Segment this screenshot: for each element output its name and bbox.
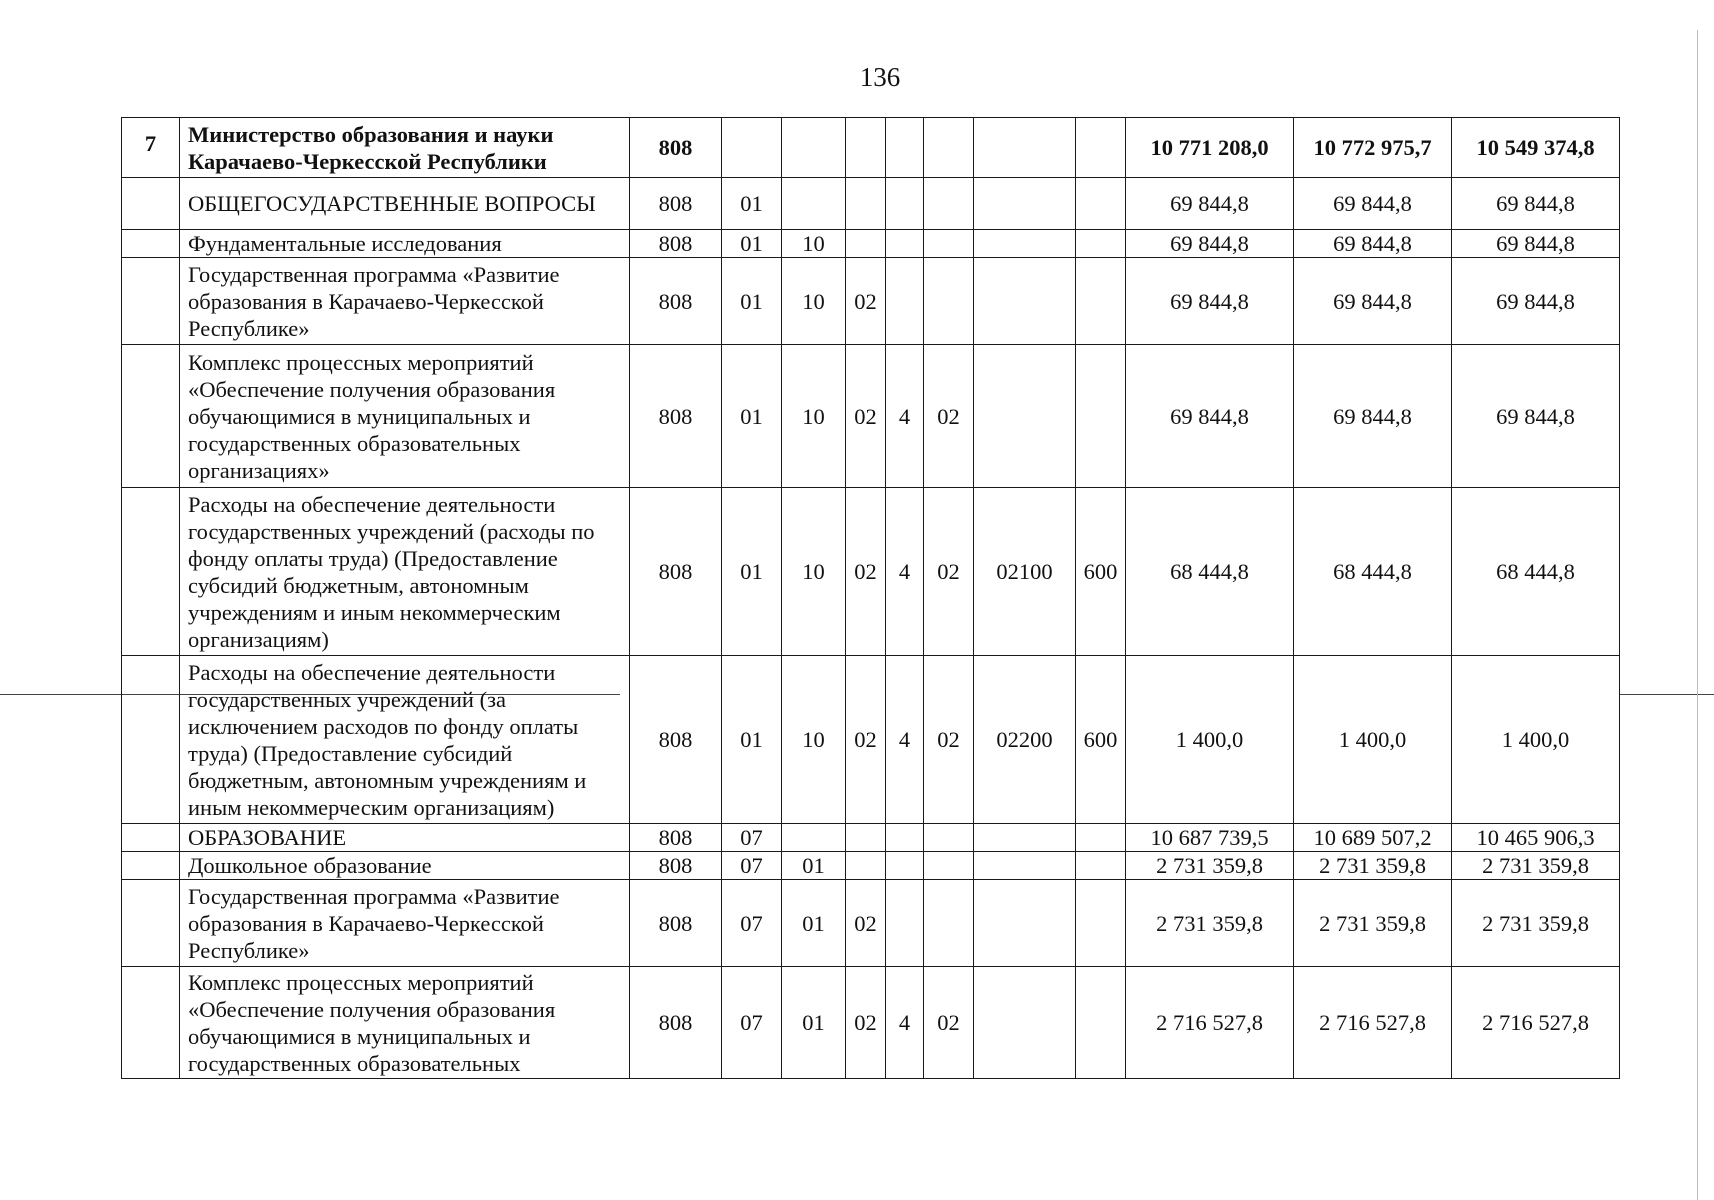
- amount-year-1: 10 771 208,0: [1126, 118, 1294, 178]
- table-row: [122, 488, 1620, 656]
- row-name: Комплекс процессных мероприятий «Обеспечение получения образования обучающимися в муниципальных и государственных образовательных: [180, 967, 630, 1079]
- row-index: [122, 258, 180, 345]
- section-code: 01: [722, 345, 782, 488]
- subsection-code: 01: [782, 967, 846, 1079]
- amount-year-3: 69 844,8: [1452, 178, 1620, 230]
- amount-year-1: 68 444,8: [1126, 488, 1294, 656]
- row-index: [122, 880, 180, 967]
- amount-year-3: 2 716 527,8: [1452, 967, 1620, 1079]
- direction-code: [974, 230, 1076, 258]
- amount-year-2: 10 772 975,7: [1294, 118, 1452, 178]
- section-code: 07: [722, 852, 782, 880]
- table-row: [122, 178, 1620, 230]
- amount-year-3: 2 731 359,8: [1452, 880, 1620, 967]
- program-code: 02: [846, 880, 886, 967]
- program-code: [846, 824, 886, 852]
- budget-table: [121, 117, 1620, 1079]
- section-code: [722, 118, 782, 178]
- amount-year-1: 2 716 527,8: [1126, 967, 1294, 1079]
- section-code: 01: [722, 230, 782, 258]
- grbs-code: 808: [630, 118, 722, 178]
- scan-artifact-edge: [1697, 30, 1698, 1200]
- row-name: Фундаментальные исследования: [180, 230, 630, 258]
- grbs-code: 808: [630, 852, 722, 880]
- row-name: Дошкольное образование: [180, 852, 630, 880]
- grbs-code: 808: [630, 967, 722, 1079]
- row-index: [122, 488, 180, 656]
- section-code: 01: [722, 656, 782, 824]
- program-code: 02: [846, 258, 886, 345]
- table-row: [122, 967, 1620, 1079]
- program-type-code: 4: [886, 967, 924, 1079]
- amount-year-1: 2 731 359,8: [1126, 880, 1294, 967]
- row-index: [122, 178, 180, 230]
- structural-code: [924, 178, 974, 230]
- direction-code: [974, 258, 1076, 345]
- subsection-code: 10: [782, 230, 846, 258]
- expense-type-code: [1076, 967, 1126, 1079]
- program-type-code: 4: [886, 488, 924, 656]
- structural-code: [924, 852, 974, 880]
- amount-year-3: 68 444,8: [1452, 488, 1620, 656]
- subsection-code: [782, 118, 846, 178]
- program-type-code: 4: [886, 656, 924, 824]
- amount-year-1: 69 844,8: [1126, 258, 1294, 345]
- program-code: [846, 118, 886, 178]
- table-row: [122, 852, 1620, 880]
- program-type-code: [886, 118, 924, 178]
- subsection-code: 10: [782, 258, 846, 345]
- expense-type-code: [1076, 258, 1126, 345]
- row-name: Государственная программа «Развитие образования в Карачаево-Черкесской Республике»: [180, 258, 630, 345]
- structural-code: [924, 880, 974, 967]
- amount-year-1: 69 844,8: [1126, 345, 1294, 488]
- amount-year-1: 10 687 739,5: [1126, 824, 1294, 852]
- section-code: 07: [722, 880, 782, 967]
- grbs-code: 808: [630, 178, 722, 230]
- scan-artifact-line-right: [1620, 694, 1714, 695]
- expense-type-code: 600: [1076, 488, 1126, 656]
- program-code: [846, 852, 886, 880]
- structural-code: [924, 258, 974, 345]
- direction-code: [974, 880, 1076, 967]
- amount-year-2: 68 444,8: [1294, 488, 1452, 656]
- row-name: Комплекс процессных мероприятий «Обеспечение получения образования обучающимися в муниципальных и государственных образовательных организациях»: [180, 345, 630, 488]
- amount-year-2: 1 400,0: [1294, 656, 1452, 824]
- amount-year-2: 69 844,8: [1294, 258, 1452, 345]
- expense-type-code: [1076, 230, 1126, 258]
- amount-year-2: 2 716 527,8: [1294, 967, 1452, 1079]
- amount-year-2: 69 844,8: [1294, 345, 1452, 488]
- expense-type-code: 600: [1076, 656, 1126, 824]
- grbs-code: 808: [630, 880, 722, 967]
- table-row: [122, 230, 1620, 258]
- row-name: Государственная программа «Развитие образования в Карачаево-Черкесской Республике»: [180, 880, 630, 967]
- direction-code: [974, 852, 1076, 880]
- subsection-code: 10: [782, 656, 846, 824]
- section-code: 07: [722, 967, 782, 1079]
- row-index: [122, 824, 180, 852]
- direction-code: [974, 824, 1076, 852]
- page-number: 136: [859, 62, 901, 92]
- grbs-code: 808: [630, 488, 722, 656]
- expense-type-code: [1076, 852, 1126, 880]
- amount-year-3: 69 844,8: [1452, 345, 1620, 488]
- program-code: [846, 230, 886, 258]
- subsection-code: 01: [782, 880, 846, 967]
- amount-year-1: 2 731 359,8: [1126, 852, 1294, 880]
- structural-code: [924, 230, 974, 258]
- amount-year-3: 69 844,8: [1452, 230, 1620, 258]
- direction-code: [974, 118, 1076, 178]
- row-index: [122, 852, 180, 880]
- subsection-code: 10: [782, 488, 846, 656]
- amount-year-2: 69 844,8: [1294, 178, 1452, 230]
- structural-code: 02: [924, 656, 974, 824]
- program-type-code: [886, 230, 924, 258]
- program-type-code: [886, 258, 924, 345]
- amount-year-1: 69 844,8: [1126, 178, 1294, 230]
- amount-year-3: 69 844,8: [1452, 258, 1620, 345]
- row-index: [122, 967, 180, 1079]
- subsection-code: [782, 178, 846, 230]
- amount-year-3: 10 549 374,8: [1452, 118, 1620, 178]
- row-name: ОБРАЗОВАНИЕ: [180, 824, 630, 852]
- row-name: Министерство образования и науки Карачаево-Черкесской Республики: [180, 118, 630, 178]
- grbs-code: 808: [630, 258, 722, 345]
- table-row: [122, 880, 1620, 967]
- program-code: 02: [846, 345, 886, 488]
- expense-type-code: [1076, 824, 1126, 852]
- table-row: [122, 258, 1620, 345]
- row-index: [122, 656, 180, 824]
- section-code: 07: [722, 824, 782, 852]
- expense-type-code: [1076, 345, 1126, 488]
- program-code: 02: [846, 488, 886, 656]
- subsection-code: [782, 824, 846, 852]
- structural-code: 02: [924, 345, 974, 488]
- section-code: 01: [722, 258, 782, 345]
- program-type-code: [886, 852, 924, 880]
- grbs-code: 808: [630, 345, 722, 488]
- amount-year-2: 2 731 359,8: [1294, 880, 1452, 967]
- table-row: [122, 118, 1620, 178]
- table-row: [122, 345, 1620, 488]
- amount-year-3: 10 465 906,3: [1452, 824, 1620, 852]
- row-index: 7: [122, 118, 180, 178]
- row-index: [122, 230, 180, 258]
- expense-type-code: [1076, 880, 1126, 967]
- row-name: Расходы на обеспечение деятельности государственных учреждений (расходы по фонду оплаты труда) (Предоставление субсидий бюджетным, автономным учреждениям и иным некоммерческим организациям): [180, 488, 630, 656]
- row-index: [122, 345, 180, 488]
- direction-code: 02100: [974, 488, 1076, 656]
- amount-year-3: 1 400,0: [1452, 656, 1620, 824]
- structural-code: [924, 824, 974, 852]
- amount-year-1: 1 400,0: [1126, 656, 1294, 824]
- amount-year-2: 10 689 507,2: [1294, 824, 1452, 852]
- amount-year-3: 2 731 359,8: [1452, 852, 1620, 880]
- table-row: [122, 824, 1620, 852]
- section-code: 01: [722, 178, 782, 230]
- grbs-code: 808: [630, 230, 722, 258]
- direction-code: [974, 967, 1076, 1079]
- amount-year-1: 69 844,8: [1126, 230, 1294, 258]
- row-name: ОБЩЕГОСУДАРСТВЕННЫЕ ВОПРОСЫ: [180, 178, 630, 230]
- subsection-code: 01: [782, 852, 846, 880]
- expense-type-code: [1076, 178, 1126, 230]
- structural-code: [924, 118, 974, 178]
- structural-code: 02: [924, 488, 974, 656]
- section-code: 01: [722, 488, 782, 656]
- direction-code: [974, 178, 1076, 230]
- program-code: 02: [846, 656, 886, 824]
- row-name: Расходы на обеспечение деятельности государственных учреждений (за исключением расходов по фонду оплаты труда) (Предоставление субсидий бюджетным, автономным учреждениям и иным некоммерческим организациям): [180, 656, 630, 824]
- program-type-code: [886, 824, 924, 852]
- program-type-code: [886, 880, 924, 967]
- program-code: 02: [846, 967, 886, 1079]
- structural-code: 02: [924, 967, 974, 1079]
- amount-year-2: 2 731 359,8: [1294, 852, 1452, 880]
- subsection-code: 10: [782, 345, 846, 488]
- table-row: [122, 656, 1620, 824]
- program-type-code: [886, 178, 924, 230]
- program-code: [846, 178, 886, 230]
- expense-type-code: [1076, 118, 1126, 178]
- direction-code: [974, 345, 1076, 488]
- grbs-code: 808: [630, 656, 722, 824]
- amount-year-2: 69 844,8: [1294, 230, 1452, 258]
- grbs-code: 808: [630, 824, 722, 852]
- program-type-code: 4: [886, 345, 924, 488]
- direction-code: 02200: [974, 656, 1076, 824]
